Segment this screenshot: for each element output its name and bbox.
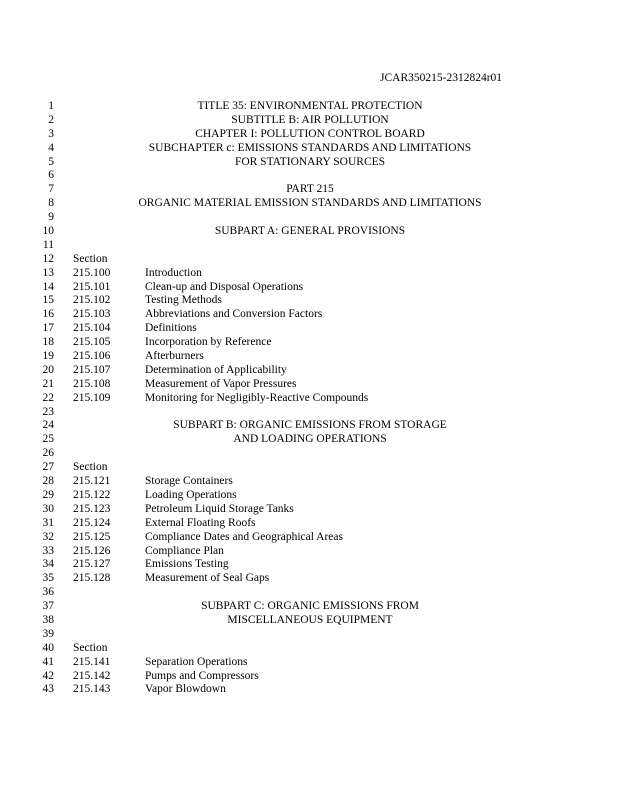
- line-number: 16: [42, 308, 54, 321]
- document-id: JCAR350215-2312824r01: [380, 72, 503, 84]
- document-line: [0, 517, 618, 531]
- numbered-line-list: [0, 100, 618, 697]
- section-title: Monitoring for Negligibly-Reactive Compounds: [145, 391, 369, 404]
- section-title: Testing Methods: [145, 294, 222, 307]
- document-line: [0, 169, 618, 183]
- section-header-label: Section: [73, 641, 108, 654]
- section-title: Separation Operations: [145, 655, 248, 668]
- document-line: [0, 364, 618, 378]
- document-line: [0, 670, 618, 684]
- line-number: 32: [42, 530, 54, 543]
- line-number: 1: [48, 100, 54, 112]
- section-number: 215.103: [73, 308, 111, 321]
- heading-text: PART 215: [286, 183, 334, 196]
- document-line: [0, 586, 618, 600]
- section-title: Vapor Blowdown: [145, 683, 226, 696]
- document-line: [0, 642, 618, 656]
- document-line: [0, 545, 618, 559]
- line-number: 33: [42, 544, 54, 557]
- line-number: 34: [42, 558, 54, 571]
- document-line: [0, 600, 618, 614]
- document-line: [0, 253, 618, 267]
- section-number: 215.127: [73, 558, 111, 571]
- document-line: [0, 406, 618, 420]
- document-line: [0, 267, 618, 281]
- line-number: 28: [42, 475, 54, 488]
- document-line: [0, 336, 618, 350]
- section-title: Storage Containers: [145, 475, 233, 488]
- line-number: 15: [42, 294, 54, 307]
- section-title: Afterburners: [145, 350, 204, 363]
- document-line: [0, 656, 618, 670]
- section-header-label: Section: [73, 461, 108, 474]
- line-number: 27: [42, 461, 54, 474]
- document-line: [0, 503, 618, 517]
- line-number: 40: [42, 641, 54, 654]
- section-title: External Floating Roofs: [145, 516, 256, 529]
- document-line: [0, 197, 618, 211]
- heading-text: SUBTITLE B: AIR POLLUTION: [231, 113, 389, 126]
- document-line: [0, 628, 618, 642]
- document-line: [0, 239, 618, 253]
- line-number: 29: [42, 488, 54, 501]
- section-number: 215.128: [73, 572, 111, 585]
- section-number: 215.123: [73, 502, 111, 515]
- document-line: [0, 531, 618, 545]
- line-number: 13: [42, 266, 54, 279]
- line-number: 4: [48, 141, 54, 154]
- section-title: Loading Operations: [145, 488, 237, 501]
- line-number: 8: [48, 197, 54, 210]
- heading-text: SUBCHAPTER c: EMISSIONS STANDARDS AND LIMITATIONS: [148, 141, 472, 154]
- section-title: Compliance Plan: [145, 544, 224, 557]
- document-line: [0, 419, 618, 433]
- line-number: 41: [42, 655, 54, 668]
- section-number: 215.143: [73, 683, 111, 696]
- section-number: 215.106: [73, 350, 111, 363]
- document-line: [0, 392, 618, 406]
- section-number: 215.141: [73, 655, 111, 668]
- heading-text: SUBPART B: ORGANIC EMISSIONS FROM STORAGE: [173, 419, 447, 432]
- section-title: Abbreviations and Conversion Factors: [145, 308, 323, 321]
- line-number: 26: [42, 447, 54, 460]
- line-number: 11: [42, 238, 54, 251]
- document-line: [0, 294, 618, 308]
- section-number: 215.109: [73, 391, 111, 404]
- heading-text: TITLE 35: ENVIRONMENTAL PROTECTION: [197, 100, 423, 112]
- document-line: [0, 183, 618, 197]
- section-title: Compliance Dates and Geographical Areas: [145, 530, 343, 543]
- heading-text: ORGANIC MATERIAL EMISSION STANDARDS AND LIMITATIONS: [138, 197, 482, 210]
- document-line: [0, 156, 618, 170]
- line-number: 35: [42, 572, 54, 585]
- line-number: 6: [48, 169, 54, 182]
- document-line: [0, 100, 618, 114]
- section-title: Introduction: [145, 266, 202, 279]
- line-number: 30: [42, 502, 54, 515]
- line-number: 5: [48, 155, 54, 168]
- document-line: [0, 128, 618, 142]
- section-number: 215.105: [73, 336, 111, 349]
- line-number: 23: [42, 405, 54, 418]
- document-line: [0, 447, 618, 461]
- document-line: [0, 461, 618, 475]
- line-number: 9: [48, 211, 54, 224]
- section-number: 215.104: [73, 322, 111, 335]
- document-line: [0, 572, 618, 586]
- document-line: [0, 211, 618, 225]
- document-line: [0, 558, 618, 572]
- document-line: [0, 281, 618, 295]
- section-number: 215.108: [73, 377, 111, 390]
- line-number: 2: [48, 113, 54, 126]
- section-title: Measurement of Vapor Pressures: [145, 377, 297, 390]
- document-line: [0, 683, 618, 697]
- heading-text: MISCELLANEOUS EQUIPMENT: [227, 613, 393, 626]
- section-number: 215.102: [73, 294, 111, 307]
- line-number: 18: [42, 336, 54, 349]
- line-number: 39: [42, 627, 54, 640]
- section-number: 215.107: [73, 363, 111, 376]
- line-number: 43: [42, 683, 54, 696]
- document-line: [0, 142, 618, 156]
- section-number: 215.122: [73, 488, 111, 501]
- section-number: 215.100: [73, 266, 111, 279]
- heading-text: SUBPART C: ORGANIC EMISSIONS FROM: [201, 600, 419, 613]
- line-number: 24: [42, 419, 54, 432]
- heading-text: SUBPART A: GENERAL PROVISIONS: [214, 225, 406, 238]
- document-line: [0, 614, 618, 628]
- section-number: 215.142: [73, 669, 111, 682]
- line-number: 7: [48, 183, 54, 196]
- section-title: Measurement of Seal Gaps: [145, 572, 270, 585]
- heading-text: CHAPTER I: POLLUTION CONTROL BOARD: [195, 127, 425, 140]
- line-number: 38: [42, 613, 54, 626]
- section-number: 215.101: [73, 280, 111, 293]
- document-line: [0, 475, 618, 489]
- section-title: Pumps and Compressors: [145, 669, 259, 682]
- line-number: 17: [42, 322, 54, 335]
- section-title: Incorporation by Reference: [145, 336, 272, 349]
- heading-text: AND LOADING OPERATIONS: [233, 433, 387, 446]
- section-title: Definitions: [145, 322, 197, 335]
- section-header-label: Section: [73, 252, 108, 265]
- line-number: 22: [42, 391, 54, 404]
- line-number: 31: [42, 516, 54, 529]
- section-number: 215.124: [73, 516, 111, 529]
- section-title: Determination of Applicability: [145, 363, 287, 376]
- line-number: 3: [48, 127, 54, 140]
- line-number: 20: [42, 363, 54, 376]
- line-number: 37: [42, 600, 54, 613]
- heading-text: FOR STATIONARY SOURCES: [234, 155, 386, 168]
- document-line: [0, 308, 618, 322]
- line-number: 12: [42, 252, 54, 265]
- section-number: 215.126: [73, 544, 111, 557]
- section-title: Clean-up and Disposal Operations: [145, 280, 304, 293]
- section-title: Petroleum Liquid Storage Tanks: [145, 502, 294, 515]
- line-number: 19: [42, 350, 54, 363]
- line-number: 21: [42, 377, 54, 390]
- line-number: 14: [42, 280, 54, 293]
- document-line: [0, 489, 618, 503]
- document-line: [0, 350, 618, 364]
- document-line: [0, 114, 618, 128]
- document-line: [0, 433, 618, 447]
- line-number: 25: [42, 433, 54, 446]
- section-title: Emissions Testing: [145, 558, 229, 571]
- section-number: 215.121: [73, 475, 111, 488]
- line-number: 42: [42, 669, 54, 682]
- line-number: 36: [42, 586, 54, 599]
- section-number: 215.125: [73, 530, 111, 543]
- document-line: [0, 378, 618, 392]
- document-line: [0, 225, 618, 239]
- line-number: 10: [42, 225, 54, 238]
- document-line: [0, 322, 618, 336]
